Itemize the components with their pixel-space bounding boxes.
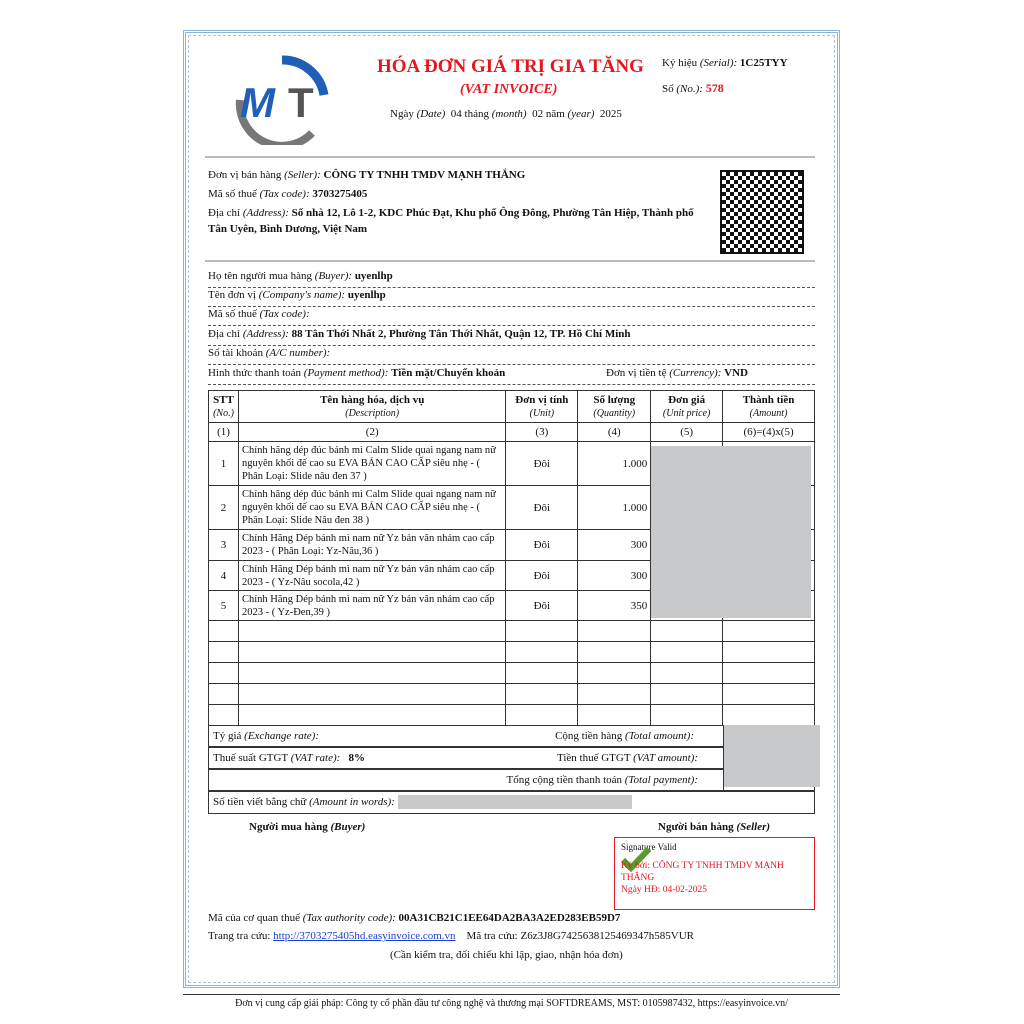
- empty-row: [209, 684, 815, 705]
- redacted-amount-words: [398, 795, 632, 809]
- table-row: 2 Chính hãng dép đúc bánh mì Calm Slide quai ngang nam nữ nguyên khối đế cao su EVA BẢN CAO CẤP siêu nhẹ - ( Phân Loại: Slide Nâu đen 38 ) Đôi 1.000: [209, 486, 815, 530]
- buyer-signature-label: Người mua hàng (Buyer): [249, 821, 366, 833]
- buyer-address: Địa chỉ (Address): 88 Tân Thới Nhất 2, Phường Tân Thới Nhất, Quận 12, TP. Hồ Chí Minh: [208, 328, 815, 346]
- seller-name: Đơn vị bán hàng (Seller): CÔNG TY TNHH TMDV MẠNH THẮNG: [208, 169, 526, 181]
- empty-row: [209, 621, 815, 642]
- total-payment-row: Tổng cộng tiền thanh toán (Total payment):: [208, 769, 815, 791]
- buyer-company: Tên đơn vị (Company's name): uyenlhp: [208, 289, 815, 307]
- lookup-line: Trang tra cứu: http://3703275405hd.easyinvoice.com.vn Mã tra cứu: Z6z3J8G7425638125469347h585VUR: [208, 930, 695, 942]
- buyer-account: Số tài khoản (A/C number):: [208, 347, 815, 365]
- table-row: 5 Chính Hãng Dép bánh mì nam nữ Yz bản vân nhám cao cấp 2023 - ( Yz-Đen,39 ) Đôi 350: [209, 591, 815, 621]
- table-row: 1 Chính hãng dép đúc bánh mì Calm Slide quai ngang nam nữ nguyên khối đế cao su EVA BẢN CAO CẤP siêu nhẹ - ( Phân Loại: Slide nâu đen 37 ) Đôi 1.000: [209, 442, 815, 486]
- empty-row: [209, 642, 815, 663]
- provider-note: Đơn vị cung cấp giải pháp: Công ty cổ phần đầu tư công nghệ và thương mại SOFTDREAMS, MST: 0105987432, https://easyinvoice.vn/: [235, 998, 788, 1009]
- seller-address-2: Tân Uyên, Bình Dương, Việt Nam: [208, 223, 368, 235]
- serial: Ký hiệu (Serial): 1C25TYY: [662, 57, 788, 69]
- column-numbers: (1) (2) (3) (4) (5) (6)=(4)x(5): [209, 423, 815, 442]
- invoice-number: Số (No.): 578: [662, 81, 724, 95]
- svg-text:T: T: [288, 79, 314, 126]
- invoice-subtitle: (VAT INVOICE): [460, 82, 558, 97]
- empty-row: [209, 705, 815, 726]
- invoice-title: HÓA ĐƠN GIÁ TRỊ GIA TĂNG: [377, 56, 644, 77]
- seller-address: Địa chỉ (Address): Số nhà 12, Lô 1-2, KDC Phúc Đạt, Khu phố Ông Đông, Phường Tân Hiệp, Thành phố: [208, 207, 694, 219]
- seller-signature-label: Người bán hàng (Seller): [658, 821, 771, 833]
- tax-authority-code: Mã của cơ quan thuế (Tax authority code): 00A31CB21C1EE64DA2BA3A2ED283EB59D7: [208, 912, 621, 924]
- table-header: STT (No.) Tên hàng hóa, dịch vụ (Description) Đơn vị tính (Unit) Số lượng (Quantity) Đơn giá (Unit price) Thành tiền (Amount): [209, 391, 815, 423]
- table-row: 4 Chính Hãng Dép bánh mì nam nữ Yz bản vân nhám cao cấp 2023 - ( Yz-Nâu socola,42 ) Đôi 300: [209, 561, 815, 591]
- buyer-tax: Mã số thuế (Tax code):: [208, 308, 815, 326]
- seller-tax: Mã số thuế (Tax code): 3703275405: [208, 188, 368, 200]
- divider: [205, 156, 815, 158]
- qr-code: [720, 170, 804, 254]
- buyer-name: Họ tên người mua hàng (Buyer): uyenlhp: [208, 270, 815, 288]
- empty-row: [209, 663, 815, 684]
- invoice-date: Ngày (Date) 04 tháng (month) 02 năm (year) 2025: [390, 108, 622, 120]
- divider: [183, 994, 840, 995]
- payment-method: Hình thức thanh toán (Payment method): Tiền mặt/Chuyển khoản Đơn vị tiền tệ (Currency): VND: [208, 367, 815, 385]
- divider: [205, 260, 815, 262]
- redacted-totals: [724, 725, 820, 787]
- redacted-prices: [651, 446, 811, 618]
- amount-in-words-row: Số tiền viết bằng chữ (Amount in words):: [208, 791, 815, 814]
- total-amount-row: Tỷ giá (Exchange rate): Cộng tiền hàng (Total amount):: [208, 725, 815, 747]
- lookup-link[interactable]: http://3703275405hd.easyinvoice.com.vn: [273, 930, 456, 942]
- vat-row: Thuế suất GTGT (VAT rate): 8% Tiền thuế GTGT (VAT amount):: [208, 747, 815, 769]
- check-note: (Cần kiểm tra, đối chiếu khi lập, giao, nhận hóa đơn): [390, 949, 623, 961]
- table-row: 3 Chính Hãng Dép bánh mì nam nữ Yz bản vân nhám cao cấp 2023 - ( Phân Loại: Yz-Nâu,36 ) Đôi 300: [209, 530, 815, 561]
- company-logo: [232, 55, 332, 145]
- svg-text:M: M: [240, 79, 275, 126]
- digital-signature-box: Signature Valid Ký bởi: CÔNG TY TNHH TMDV MẠNH THẮNG Ngày HĐ: 04-02-2025: [614, 837, 815, 910]
